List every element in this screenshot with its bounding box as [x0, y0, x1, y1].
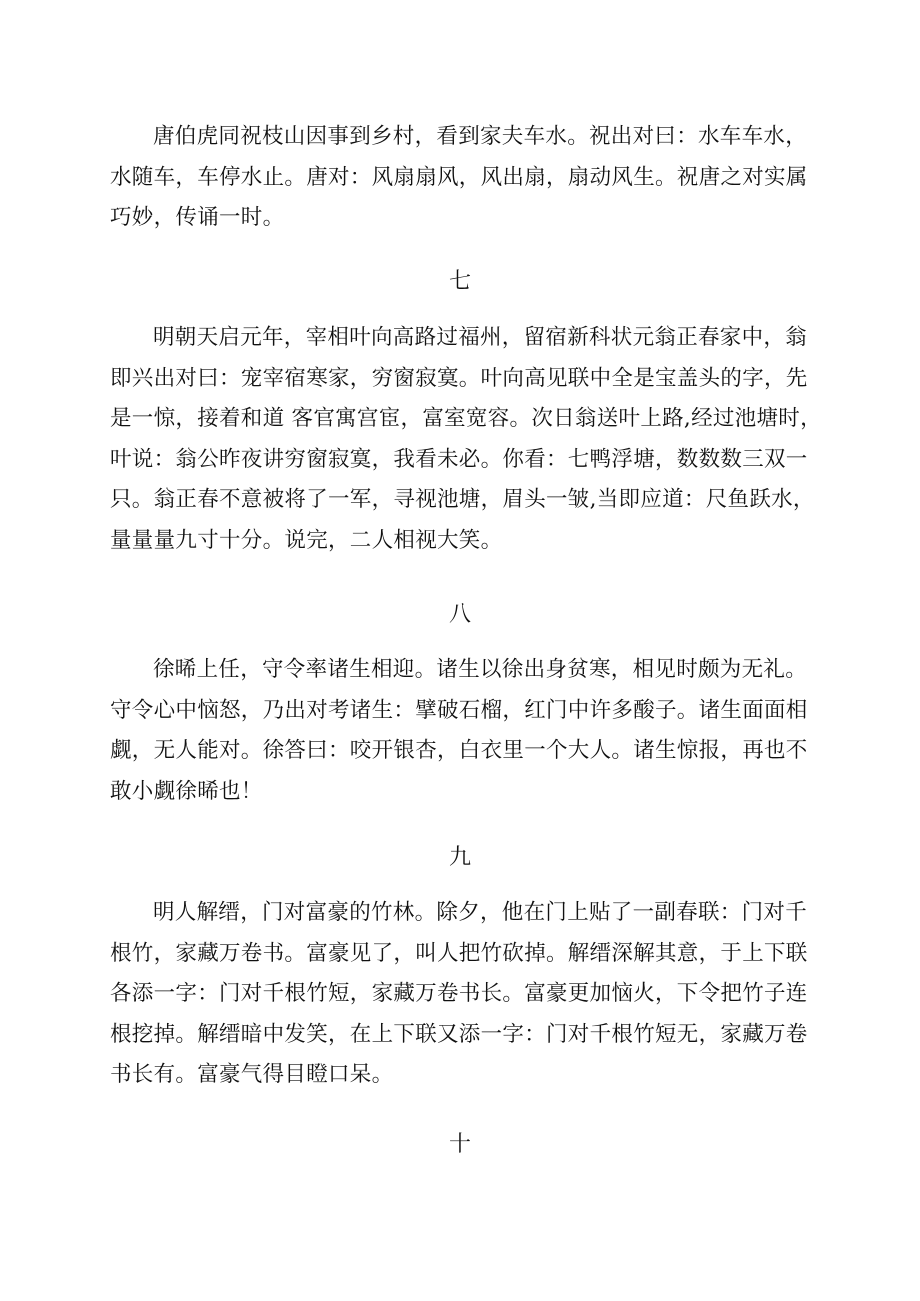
text-line: 明人解缙，门对富豪的竹林。除夕，他在门上贴了一副春联：门对千 [153, 900, 808, 925]
paragraph-section-9 [110, 893, 810, 1096]
text-line: 守令心中恼怒，乃出对考诸生：擘破石榴，红门中许多酸子。诸生面面相 [110, 697, 808, 723]
text-line: 敢小觑徐晞也！ [110, 778, 263, 804]
section-heading-9: 九 [448, 845, 471, 870]
text-line: 水随车，车停水止。唐对：风扇扇风，风出扇，扇动风生。祝唐之对实属 [110, 164, 808, 190]
text-line: 书长有。富豪气得目瞪口呆。 [110, 1062, 394, 1087]
text-line: 只。翁正春不意被将了一军，寻视池塘，眉头一皱,当即应道：尺鱼跃水， [110, 487, 815, 512]
text-line: 觑，无人能对。徐答曰：咬开银杏，白衣里一个大人。诸生惊报，再也不 [110, 738, 808, 763]
text-line: 量量量九寸十分。说完，二人相视大笑。 [110, 527, 503, 553]
text-line: 巧妙，传诵一时。 [110, 205, 285, 230]
section-heading-8: 八 [448, 602, 471, 627]
section-heading-10: 十 [448, 1132, 471, 1157]
text-line: 根挖掉。解缙暗中发笑，在上下联又添一字：门对千根竹短无，家藏万卷 [110, 1021, 808, 1047]
text-line: 是一惊，接着和道 客官寓宫宦，富室宽容。次日翁送叶上路,经过池塘时， [110, 406, 822, 431]
text-line: 即兴出对曰：宠宰宿寒家，穷窗寂寞。叶向高见联中全是宝盖头的字，先 [110, 365, 808, 391]
text-line: 明朝天启元年，宰相叶向高路过福州，留宿新科状元翁正春家中，翁 [153, 325, 808, 350]
paragraph-section-8 [110, 650, 810, 812]
section-heading-7: 七 [448, 269, 471, 294]
text-line: 徐晞上任，守令率诸生相迎。诸生以徐出身贫寒，相见时颇为无礼。 [153, 657, 808, 682]
text-line: 唐伯虎同祝枝山因事到乡村，看到家夫车水。祝出对曰：水车车水， [153, 124, 808, 149]
paragraph-tang-bohu [110, 117, 810, 239]
text-line: 根竹，家藏万卷书。富豪见了，叫人把竹砍掉。解缙深解其意，于上下联 [110, 940, 808, 966]
text-line: 各添一字：门对千根竹短，家藏万卷书长。富豪更加恼火，下令把竹子连 [110, 981, 808, 1006]
paragraph-section-7 [110, 318, 822, 561]
text-line: 叶说：翁公昨夜讲穷窗寂寞，我看未必。你看：七鸭浮塘，数数数三双一 [110, 446, 808, 472]
